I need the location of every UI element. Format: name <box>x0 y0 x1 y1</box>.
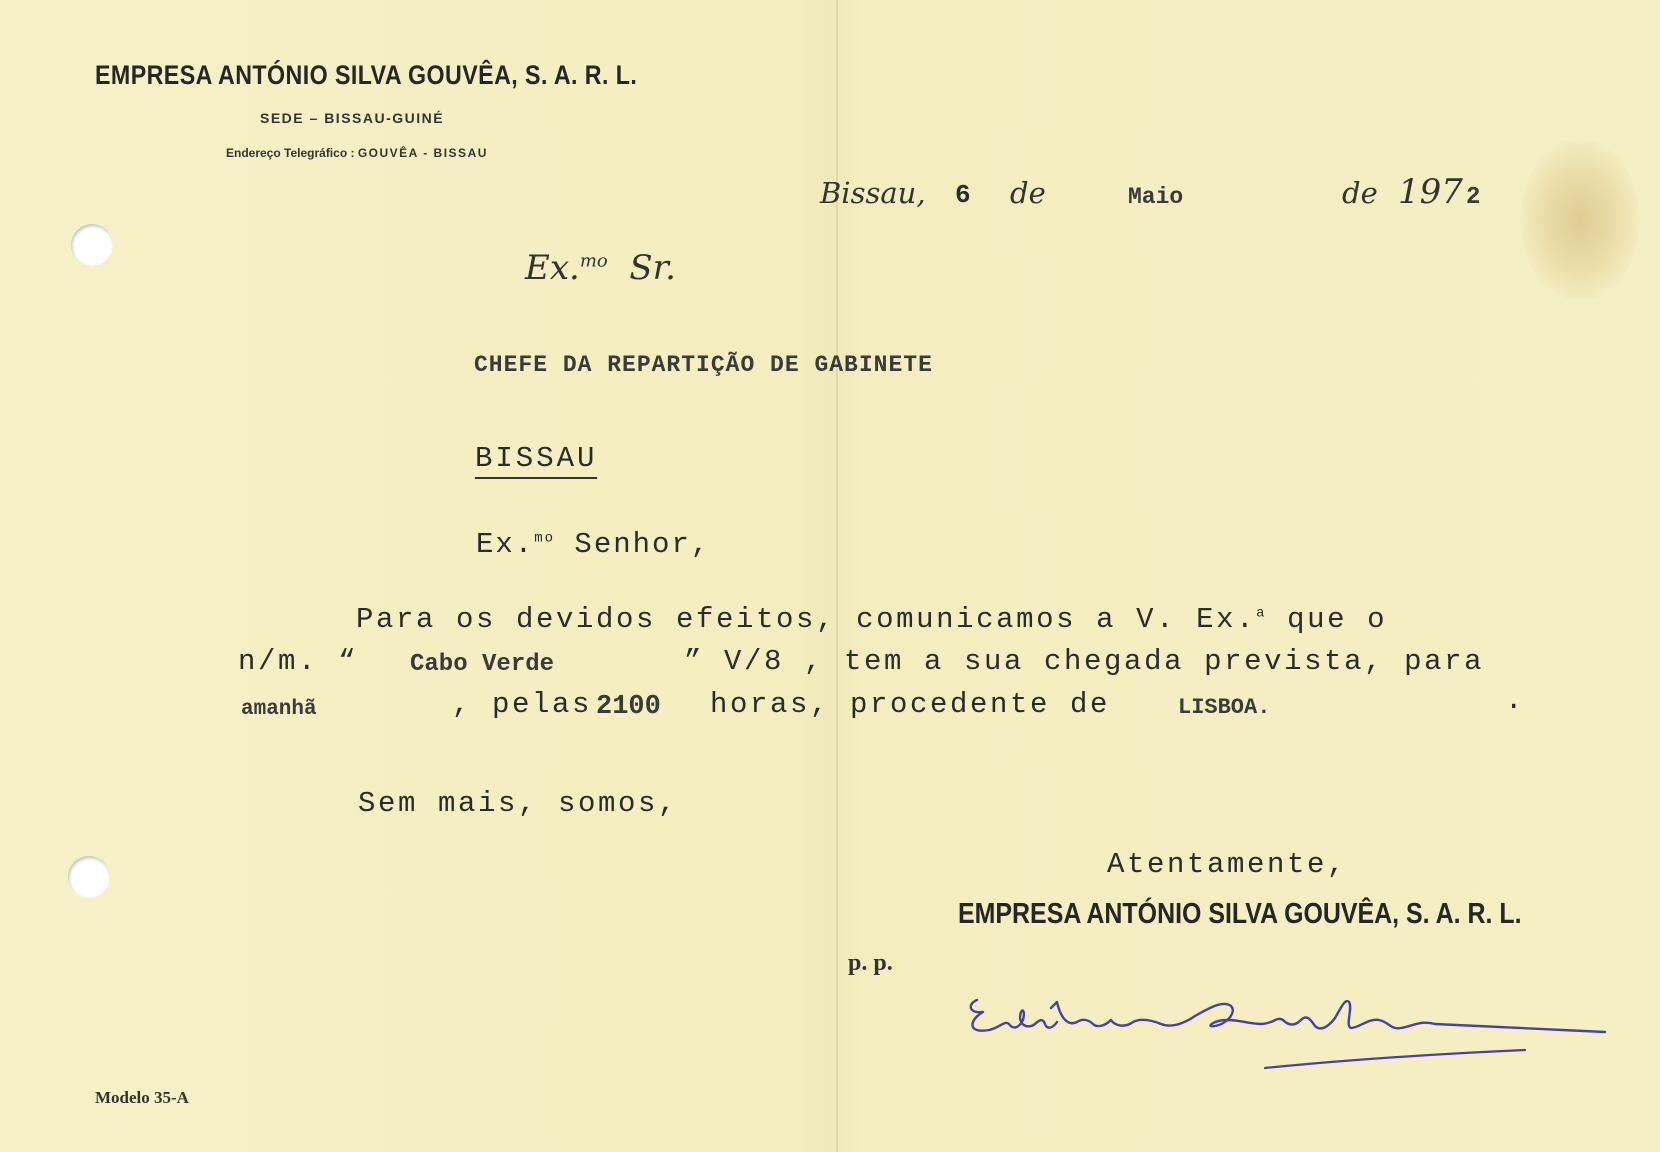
body-line-3-end: . <box>1505 684 1523 717</box>
greeting-sup: mo <box>534 530 556 547</box>
form-model: Modelo 35-A <box>95 1088 189 1107</box>
exmo-text: Ex. <box>525 248 580 288</box>
body-line-1-a: Para os devidos efeitos, comunicamos a V. Ex. <box>356 603 1257 636</box>
letterhead-company: EMPRESA ANTÓNIO SILVA GOUVÊA, S. A. R. L. <box>95 60 638 90</box>
closing-line: Sem mais, somos, <box>358 787 679 820</box>
body-line-3-a: , pelas <box>452 688 593 721</box>
greeting-end: Senhor, <box>555 528 711 561</box>
greeting <box>476 528 710 561</box>
recipient-title: CHEFE DA REPARTIÇÃO DE GABINETE <box>474 352 933 378</box>
punch-hole-top <box>71 224 113 266</box>
letterhead-sede: SEDE – BISSAU-GUINÉ <box>260 110 445 126</box>
telegraphic-value: GOUVÊA - BISSAU <box>357 146 488 160</box>
body-line-2-b: ” V/8 , tem a sua chegada prevista, para <box>684 645 1485 678</box>
body-line-1-b: que o <box>1267 603 1388 636</box>
date-place: Bissau, <box>820 176 926 210</box>
handwritten-signature <box>965 990 1645 1080</box>
address-salutation <box>525 248 676 288</box>
ship-name: Cabo Verde <box>410 651 555 678</box>
greeting-text: Ex. <box>476 528 535 561</box>
date-de-1: de <box>1010 176 1046 210</box>
sr-text: Sr. <box>629 248 676 288</box>
arrival-day: amanhã <box>241 698 317 721</box>
exmo-sup: mo <box>579 250 608 272</box>
arrival-hour: 2100 <box>596 692 661 722</box>
signoff-company: EMPRESA ANTÓNIO SILVA GOUVÊA, S. A. R. L. <box>958 898 1522 930</box>
paper-stain <box>1520 140 1640 300</box>
paper-fold <box>836 0 838 1152</box>
body-line-2-a: n/m. “ <box>238 645 359 678</box>
date-year-suffix: 2 <box>1466 184 1481 211</box>
body-line-1-sup: a <box>1256 605 1268 622</box>
date-day: 6 <box>955 180 971 210</box>
body-line-1 <box>356 603 1387 636</box>
letterhead-telegraphic <box>226 146 488 160</box>
per-procurationem: p. p. <box>848 950 893 976</box>
punch-hole-bottom <box>68 856 110 898</box>
origin-port: LISBOA. <box>1178 695 1271 720</box>
recipient-city: BISSAU <box>475 442 597 479</box>
date-month: Maio <box>1128 184 1184 210</box>
body-line-3-b: horas, procedente de <box>710 688 1111 721</box>
telegraphic-label: Endereço Telegráfico : <box>226 146 355 160</box>
regards: Atentamente, <box>1107 848 1348 881</box>
date-year-prefix: 197 <box>1398 172 1463 212</box>
date-de-2: de <box>1342 176 1378 210</box>
